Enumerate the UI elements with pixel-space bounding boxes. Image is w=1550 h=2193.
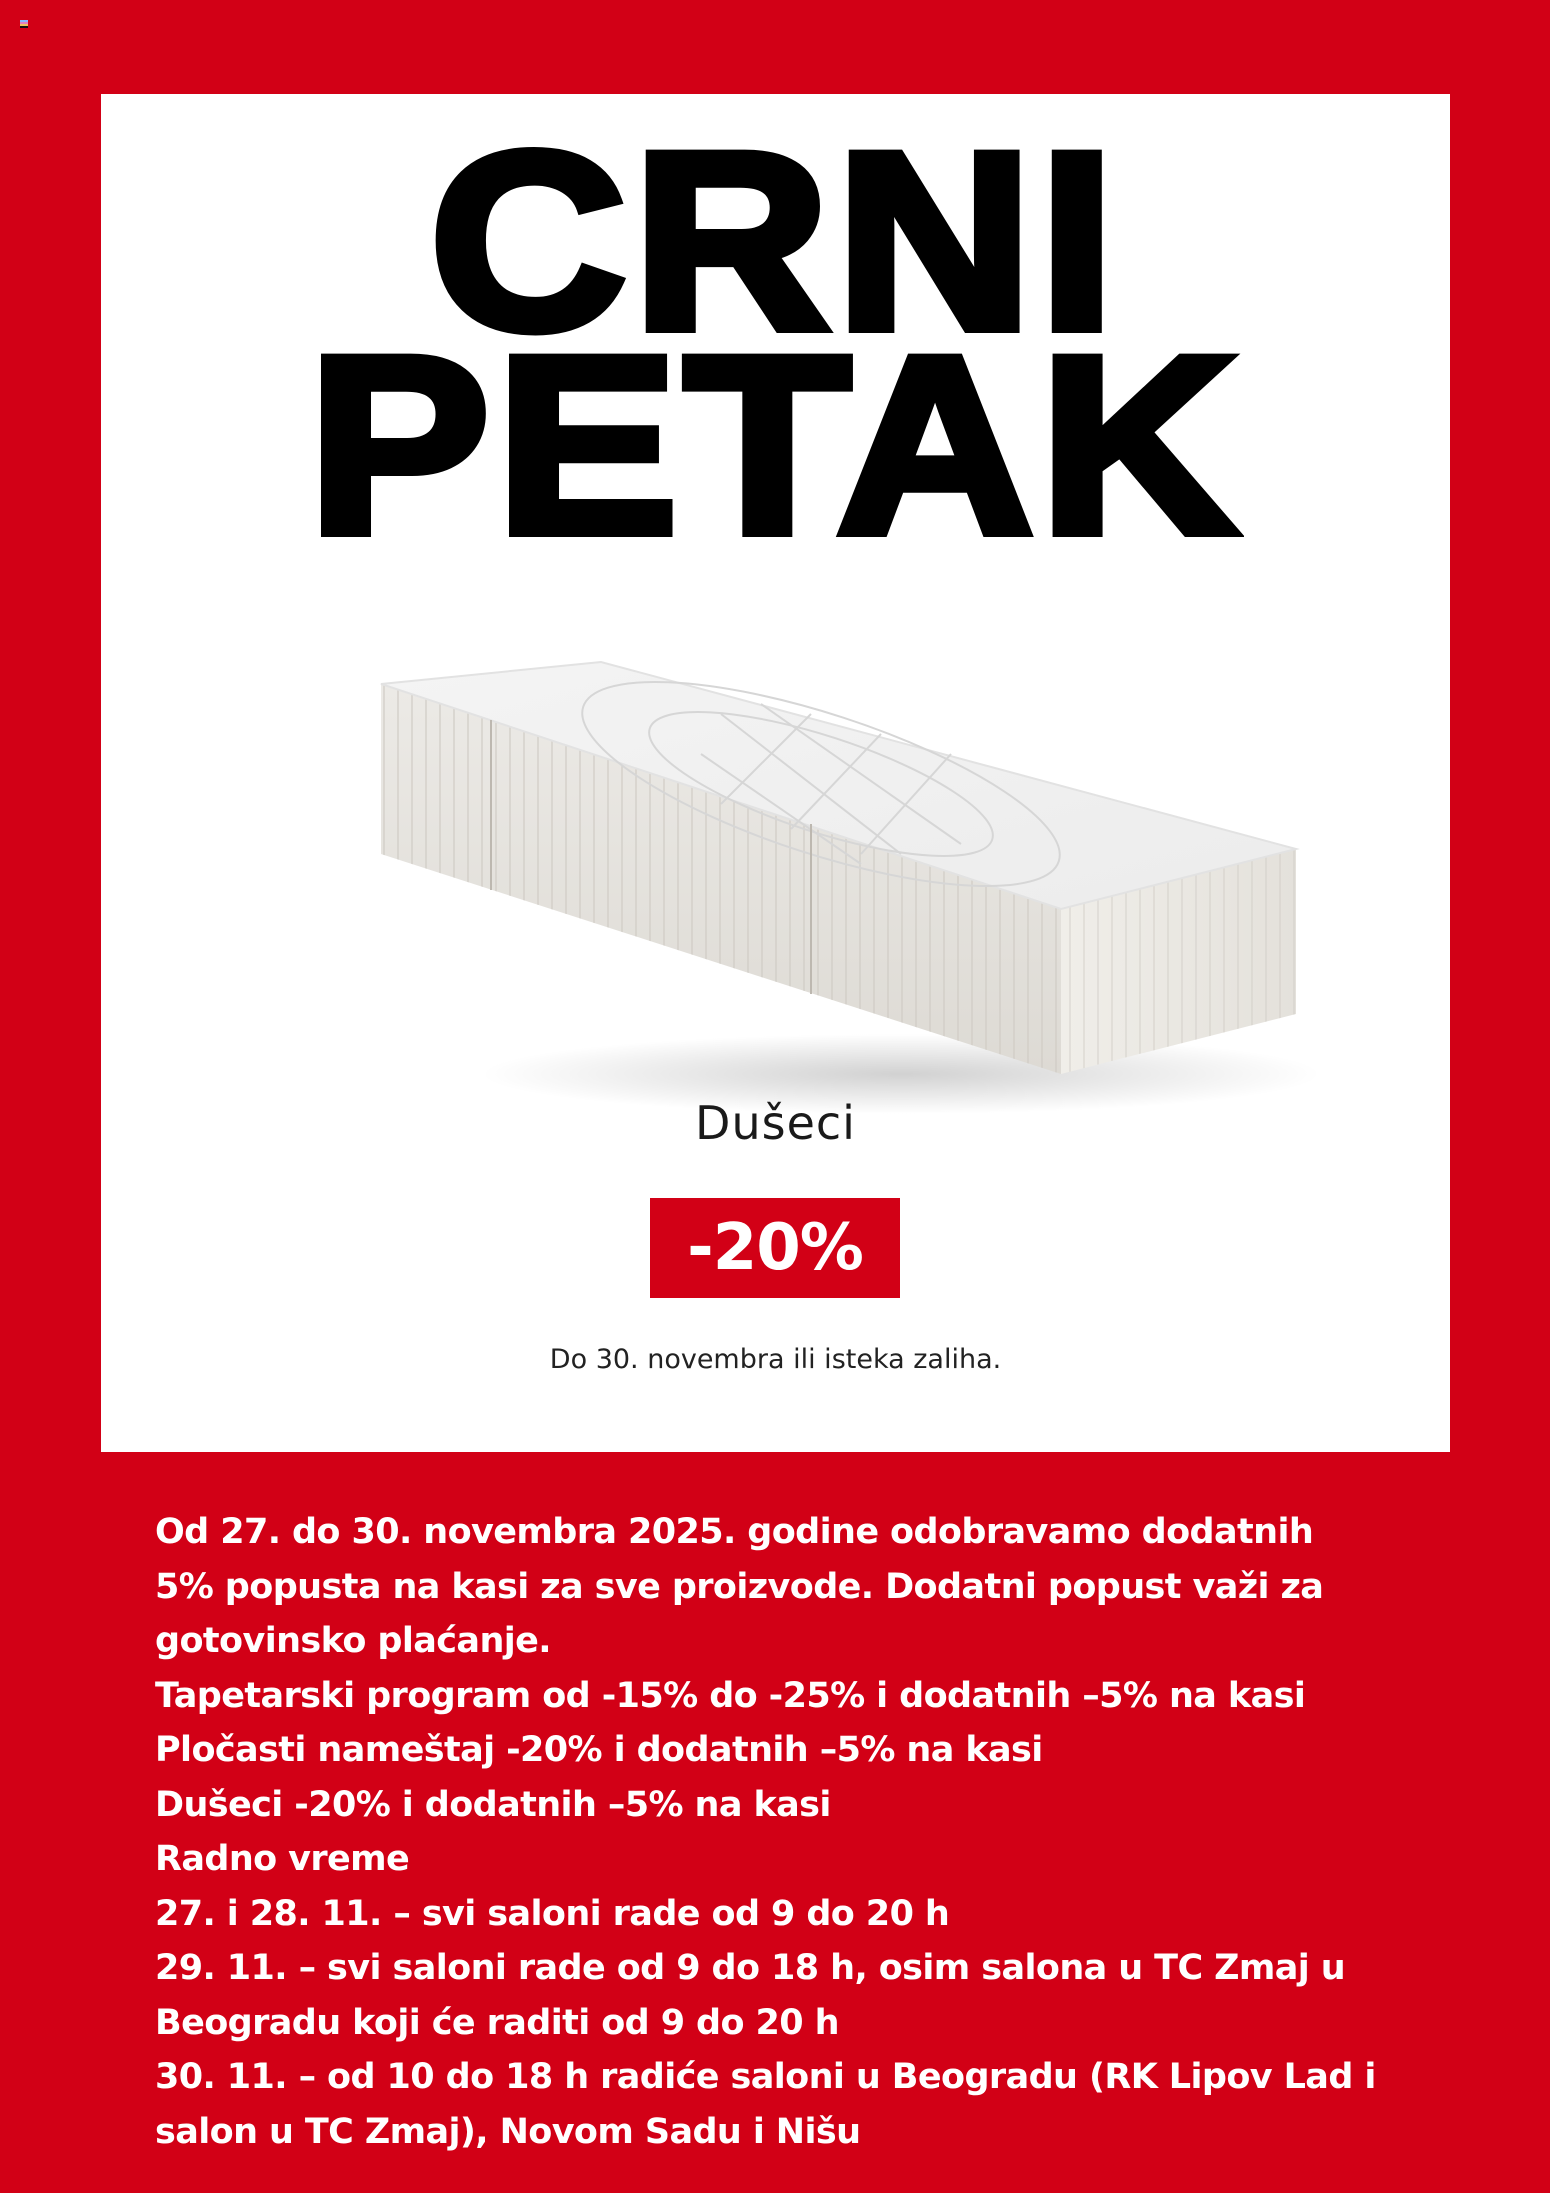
headline-line-1: CRNI bbox=[429, 101, 1122, 382]
info-line: 29. 11. – svi saloni rade od 9 do 18 h, osim salona u TC Zmaj u bbox=[155, 1948, 1346, 1988]
info-line: 5% popusta na kasi za sve proizvode. Dodatni popust važi za bbox=[155, 1566, 1324, 1607]
info-line: salon u TC Zmaj), Novom Sadu i Nišu bbox=[155, 2111, 861, 2152]
headline-line-2: PETAK bbox=[308, 305, 1243, 586]
info-line: 30. 11. – od 10 do 18 h radiće saloni u Beogradu (RK Lipov Lad i bbox=[155, 2057, 1376, 2097]
info-line: Pločasti nameštaj -20% i dodatnih –5% na kasi bbox=[155, 1730, 1043, 1770]
info-line: Od 27. do 30. novembra 2025. godine odobravamo dodatnih bbox=[155, 1512, 1314, 1552]
promo-info-text bbox=[155, 1505, 1455, 2159]
corner-mark-icon bbox=[20, 20, 28, 28]
discount-badge: -20% bbox=[650, 1198, 900, 1298]
info-line: Tapetarski program od -15% do -25% i dodatnih –5% na kasi bbox=[155, 1675, 1306, 1716]
working-hours-heading: Radno vreme bbox=[155, 1839, 410, 1879]
info-line: Dušeci -20% i dodatnih –5% na kasi bbox=[155, 1784, 831, 1825]
info-line: Beogradu koji će raditi od 9 do 20 h bbox=[155, 2002, 839, 2043]
promo-panel bbox=[101, 94, 1450, 1452]
product-name: Dušeci bbox=[695, 1096, 856, 1150]
validity-note: Do 30. novembra ili isteka zaliha. bbox=[549, 1344, 1002, 1375]
info-line: 27. i 28. 11. – svi saloni rade od 9 do 20 h bbox=[155, 1893, 950, 1934]
info-line: gotovinsko plaćanje. bbox=[155, 1621, 551, 1661]
mattress-image bbox=[341, 654, 1321, 1114]
